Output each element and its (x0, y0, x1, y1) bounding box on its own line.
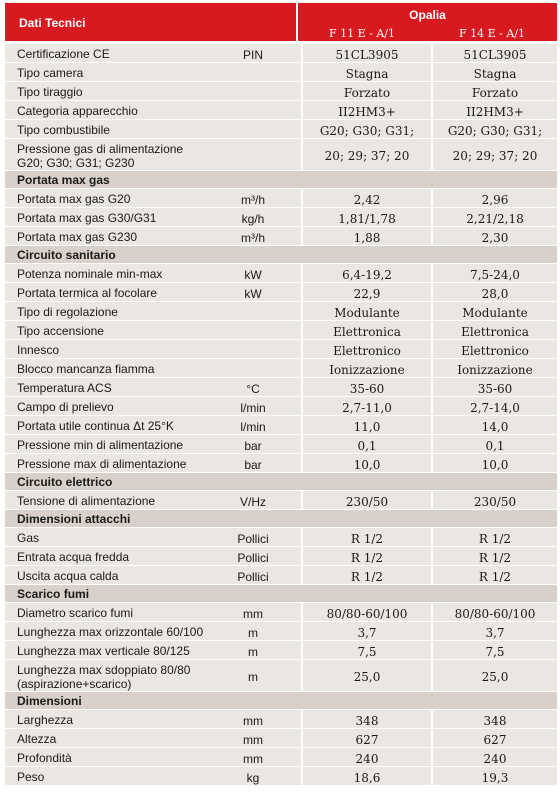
spec-label-line: Portata max gas (17, 173, 110, 187)
model-1-value: 10,0 (353, 458, 381, 472)
column-divider (431, 454, 433, 472)
spec-label-line: Tensione di alimentazione (17, 494, 156, 508)
spec-label-line: Tipo di regolazione (17, 305, 118, 319)
column-divider (431, 547, 433, 565)
spec-label-line: Pressione max di alimentazione (17, 457, 187, 471)
spec-unit: Pollici (237, 551, 269, 565)
column-divider (431, 641, 433, 659)
spec-unit: bar (244, 458, 262, 472)
model-2-value: 348 (483, 714, 507, 728)
column-divider (431, 283, 433, 301)
column-divider (431, 44, 433, 62)
spec-row (5, 63, 557, 82)
column-divider (301, 63, 303, 81)
spec-label (17, 569, 118, 583)
model-1-value: 0,1 (357, 439, 377, 453)
spec-row (5, 748, 557, 767)
spec-label-line: Gas (17, 531, 40, 545)
model-1-value: 51CL3905 (335, 48, 399, 62)
column-divider (301, 44, 303, 62)
column-divider (301, 767, 303, 785)
spec-label-line: Circuito sanitario (17, 248, 116, 262)
model-1-value: R 1/2 (350, 532, 384, 546)
section-title (17, 512, 130, 526)
spec-label-line: Profondità (17, 751, 72, 765)
spec-label-line: Pressione gas di alimentazione (17, 142, 184, 156)
spec-row (5, 767, 557, 786)
spec-label (17, 419, 174, 433)
model-2-value: 240 (483, 752, 507, 766)
spec-row (5, 82, 557, 101)
column-divider (431, 208, 433, 226)
column-divider (301, 101, 303, 119)
spec-label (17, 531, 39, 545)
model-1-value: 80/80-60/100 (326, 607, 408, 621)
spec-label-line: Portata max gas G30/G31 (17, 211, 157, 225)
spec-label-line: Circuito elettrico (17, 475, 113, 489)
model-1-value: II2HM3+ (338, 105, 396, 119)
spec-label-line: Portata max gas G20 (17, 192, 131, 206)
spec-label-line: Categoria apparecchio (17, 104, 138, 118)
column-divider (431, 378, 433, 396)
column-divider (431, 227, 433, 245)
model-1-value: 1,81/1,78 (338, 212, 396, 226)
model-1-value: 3,7 (357, 626, 377, 640)
spec-label (17, 123, 110, 137)
column-divider (301, 622, 303, 640)
model-1-value: 18,6 (353, 771, 381, 785)
spec-label (17, 625, 203, 639)
spec-unit: bar (244, 439, 262, 453)
spec-label-line: Entrata acqua fredda (17, 550, 130, 564)
spec-label-line: Blocco mancanza fiamma (17, 362, 155, 376)
spec-label-line: Potenza nominale min-max (17, 267, 163, 281)
spec-label-line: Altezza (17, 732, 57, 746)
column-divider (301, 710, 303, 728)
spec-label-line: Tipo camera (17, 66, 84, 80)
model-2-value: 2,21/2,18 (466, 212, 524, 226)
model-2-value: G20; G30; G31; (447, 124, 543, 138)
spec-unit: Pollici (237, 570, 269, 584)
spec-label-line: Uscita acqua calda (17, 569, 119, 583)
section-title (17, 694, 82, 708)
model-2-value: 627 (483, 733, 507, 747)
model-2-value: R 1/2 (478, 570, 512, 584)
model-1-value: Modulante (334, 306, 400, 320)
spec-unit: mm (243, 607, 263, 621)
column-divider (431, 566, 433, 584)
model-2-value: 7,5-24,0 (470, 268, 520, 282)
spec-label-line: Scarico fumi (17, 587, 90, 601)
spec-label-line: Campo di prelievo (17, 400, 114, 414)
spec-row (5, 416, 557, 435)
model-1-value: 11,0 (353, 420, 381, 434)
column-divider (301, 547, 303, 565)
spec-label-line: Larghezza (17, 713, 74, 727)
spec-row (5, 321, 557, 340)
column-divider (431, 139, 433, 170)
section-header-row (5, 692, 557, 710)
spec-row (5, 264, 557, 283)
model-1-value: 25,0 (353, 670, 381, 684)
spec-row (5, 101, 557, 120)
section-header-row (5, 473, 557, 491)
spec-label-line: Dimensioni attacchi (17, 512, 131, 526)
spec-label-line: Lunghezza max verticale 80/125 (17, 644, 190, 658)
column-divider (301, 359, 303, 377)
spec-label-line: Innesco (17, 343, 60, 357)
spec-label (17, 713, 73, 727)
column-divider (431, 603, 433, 621)
spec-row (5, 302, 557, 321)
model-1-value: 22,9 (353, 287, 381, 301)
spec-label (17, 606, 133, 620)
spec-unit: V/Hz (239, 495, 266, 509)
section-title (17, 475, 112, 489)
column-divider (301, 566, 303, 584)
spec-unit: m³/h (241, 231, 265, 245)
spec-label (17, 211, 156, 225)
brand-name: Opalia (409, 8, 446, 22)
spec-label-line: Temperatura ACS (17, 381, 112, 395)
section-title (17, 587, 89, 601)
spec-unit: mm (243, 752, 263, 766)
column-divider (301, 729, 303, 747)
column-divider (301, 340, 303, 358)
model-1-value: Forzato (343, 86, 391, 100)
model-1-value: 2,7-11,0 (342, 401, 392, 415)
column-divider (301, 603, 303, 621)
column-divider (301, 321, 303, 339)
spec-label (17, 142, 183, 170)
spec-label-line: Certificazione CE (17, 47, 110, 61)
spec-label (17, 104, 138, 118)
column-divider (431, 264, 433, 282)
column-divider (301, 454, 303, 472)
column-divider (431, 528, 433, 546)
spec-label-line: Portata utile continua Δt 25°K (17, 419, 174, 433)
model-2-value: 80/80-60/100 (454, 607, 536, 621)
column-divider (431, 82, 433, 100)
model-1-value: 240 (355, 752, 379, 766)
spec-unit: l/min (240, 420, 266, 434)
spec-row (5, 566, 557, 585)
column-divider (301, 660, 303, 691)
model-2-value: 0,1 (485, 439, 505, 453)
column-divider (301, 208, 303, 226)
model-2-value: 2,7-14,0 (470, 401, 520, 415)
model-2-value: R 1/2 (478, 532, 512, 546)
column-divider (301, 528, 303, 546)
spec-label (17, 286, 157, 300)
column-divider (301, 227, 303, 245)
section-header-row (5, 585, 557, 603)
spec-label-line: Diametro scarico fumi (17, 606, 134, 620)
model-1-value: 35-60 (349, 382, 385, 396)
model-2-value: II2HM3+ (466, 105, 524, 119)
model-1-value: R 1/2 (350, 570, 384, 584)
model-2-value: 7,5 (485, 645, 505, 659)
column-divider (301, 283, 303, 301)
spec-row (5, 283, 557, 302)
spec-unit: kg/h (241, 212, 265, 226)
column-divider (301, 748, 303, 766)
section-header-row (5, 510, 557, 528)
spec-row (5, 139, 557, 171)
spec-table-body (5, 44, 557, 786)
spec-label (17, 85, 83, 99)
spec-label (17, 343, 59, 357)
model-2-name: F 14 E - A/1 (458, 27, 525, 40)
spec-row (5, 622, 557, 641)
model-1-name: F 11 E - A/1 (328, 27, 395, 40)
spec-label (17, 732, 56, 746)
spec-row (5, 729, 557, 748)
column-divider (431, 321, 433, 339)
spec-row (5, 397, 557, 416)
spec-row (5, 603, 557, 622)
column-divider (301, 302, 303, 320)
model-1-value: Ionizzazione (329, 363, 405, 377)
model-1-value: 6,4-19,2 (342, 268, 392, 282)
spec-unit: kW (244, 268, 262, 282)
column-divider (301, 641, 303, 659)
spec-row (5, 660, 557, 692)
spec-label (17, 751, 72, 765)
spec-label (17, 381, 112, 395)
spec-label (17, 230, 137, 244)
column-divider (301, 435, 303, 453)
model-1-value: R 1/2 (350, 551, 384, 565)
model-2-value: 10,0 (481, 458, 509, 472)
section-title (17, 248, 116, 262)
spec-row (5, 189, 557, 208)
column-divider (301, 139, 303, 170)
spec-row (5, 359, 557, 378)
spec-label-line: Tipo accensione (17, 324, 104, 338)
spec-label (17, 267, 162, 281)
column-divider (301, 397, 303, 415)
column-divider (301, 416, 303, 434)
spec-row (5, 44, 557, 63)
spec-label-line-2: G20; G30; G31; G230 (17, 156, 135, 170)
column-divider (301, 189, 303, 207)
spec-unit: mm (243, 714, 263, 728)
column-divider (301, 264, 303, 282)
spec-label (17, 644, 190, 658)
model-2-value: 28,0 (481, 287, 509, 301)
model-1-value: Elettronico (333, 344, 401, 358)
spec-unit: m³/h (241, 193, 265, 207)
spec-label-line: Portata termica al focolare (17, 286, 158, 300)
spec-label (17, 305, 118, 319)
model-1-value: 627 (355, 733, 379, 747)
spec-label (17, 663, 190, 691)
spec-unit: Pollici (237, 532, 269, 546)
model-1-value: 20; 29; 37; 20 (324, 149, 410, 163)
model-1-value: G20; G30; G31; (319, 124, 415, 138)
spec-label-line: Lunghezza max orizzontale 60/100 (17, 625, 204, 639)
model-2-value: 35-60 (477, 382, 513, 396)
column-divider (301, 82, 303, 100)
model-2-value: 230/50 (473, 495, 517, 509)
column-divider (431, 748, 433, 766)
spec-row (5, 491, 557, 510)
spec-label-line: Lunghezza max sdoppiato 80/80 (17, 663, 191, 677)
column-divider (301, 378, 303, 396)
spec-unit: kW (244, 287, 262, 301)
section-header-row (5, 171, 557, 189)
spec-row (5, 435, 557, 454)
spec-row (5, 710, 557, 729)
spec-unit: m (248, 645, 258, 659)
spec-row (5, 547, 557, 566)
spec-unit: m (248, 670, 258, 684)
model-2-value: R 1/2 (478, 551, 512, 565)
column-divider (431, 660, 433, 691)
column-divider (301, 120, 303, 138)
spec-label (17, 324, 104, 338)
model-2-value: Forzato (471, 86, 519, 100)
column-divider (431, 710, 433, 728)
model-2-value: 25,0 (481, 670, 509, 684)
model-2-value: 2,96 (481, 193, 509, 207)
model-1-value: 1,88 (353, 231, 381, 245)
spec-unit: kg (246, 771, 260, 785)
column-divider (431, 416, 433, 434)
spec-row (5, 340, 557, 359)
spec-label (17, 66, 83, 80)
section-header-row (5, 246, 557, 264)
spec-row (5, 208, 557, 227)
spec-row (5, 528, 557, 547)
table-header-models (298, 3, 557, 41)
spec-unit: m (248, 626, 258, 640)
spec-label-line: Pressione min di alimentazione (17, 438, 184, 452)
column-divider (431, 101, 433, 119)
spec-unit: °C (246, 382, 260, 396)
column-divider (431, 767, 433, 785)
spec-row (5, 454, 557, 473)
column-divider (431, 491, 433, 509)
model-2-value: Ionizzazione (457, 363, 533, 377)
model-2-value: 51CL3905 (463, 48, 527, 62)
column-divider (431, 729, 433, 747)
column-divider (431, 340, 433, 358)
model-1-value: 7,5 (357, 645, 377, 659)
section-title (17, 173, 110, 187)
spec-label-line: Tipo combustibile (17, 123, 110, 137)
spec-row (5, 378, 557, 397)
column-divider (431, 63, 433, 81)
table-header-title (5, 3, 296, 41)
model-1-value: Stagna (345, 67, 389, 81)
spec-label-line: Portata max gas G230 (17, 230, 138, 244)
column-divider (301, 491, 303, 509)
spec-unit: PIN (242, 48, 263, 62)
spec-label (17, 362, 154, 376)
model-1-value: 348 (355, 714, 379, 728)
model-2-value: 3,7 (485, 626, 505, 640)
spec-row (5, 120, 557, 139)
spec-row (5, 227, 557, 246)
model-2-value: 2,30 (481, 231, 509, 245)
column-divider (431, 622, 433, 640)
spec-row (5, 641, 557, 660)
spec-unit: l/min (240, 401, 266, 415)
column-divider (431, 359, 433, 377)
model-1-value: Elettronica (333, 325, 401, 339)
model-2-value: Modulante (462, 306, 528, 320)
model-1-value: 230/50 (345, 495, 389, 509)
spec-label-line: Peso (17, 770, 45, 784)
spec-label (17, 457, 186, 471)
model-2-value: Elettronico (461, 344, 529, 358)
spec-label-line: Dimensioni (17, 694, 82, 708)
spec-label (17, 550, 129, 564)
spec-label (17, 192, 130, 206)
spec-label (17, 438, 183, 452)
model-1-value: 2,42 (353, 193, 381, 207)
model-2-value: Stagna (473, 67, 517, 81)
spec-label-line-2: (aspirazione+scarico) (17, 677, 132, 691)
spec-label (17, 400, 114, 414)
column-divider (431, 435, 433, 453)
model-2-value: 14,0 (481, 420, 509, 434)
spec-unit: mm (243, 733, 263, 747)
column-divider (431, 397, 433, 415)
model-2-value: 20; 29; 37; 20 (452, 149, 538, 163)
column-divider (431, 120, 433, 138)
model-2-value: 19,3 (481, 771, 509, 785)
spec-label-line: Tipo tiraggio (17, 85, 83, 99)
spec-label (17, 47, 110, 61)
column-divider (431, 302, 433, 320)
model-2-value: Elettronica (461, 325, 529, 339)
spec-label (17, 494, 155, 508)
spec-label (17, 770, 44, 784)
column-divider (431, 189, 433, 207)
table-title: Dati Tecnici (19, 16, 86, 30)
